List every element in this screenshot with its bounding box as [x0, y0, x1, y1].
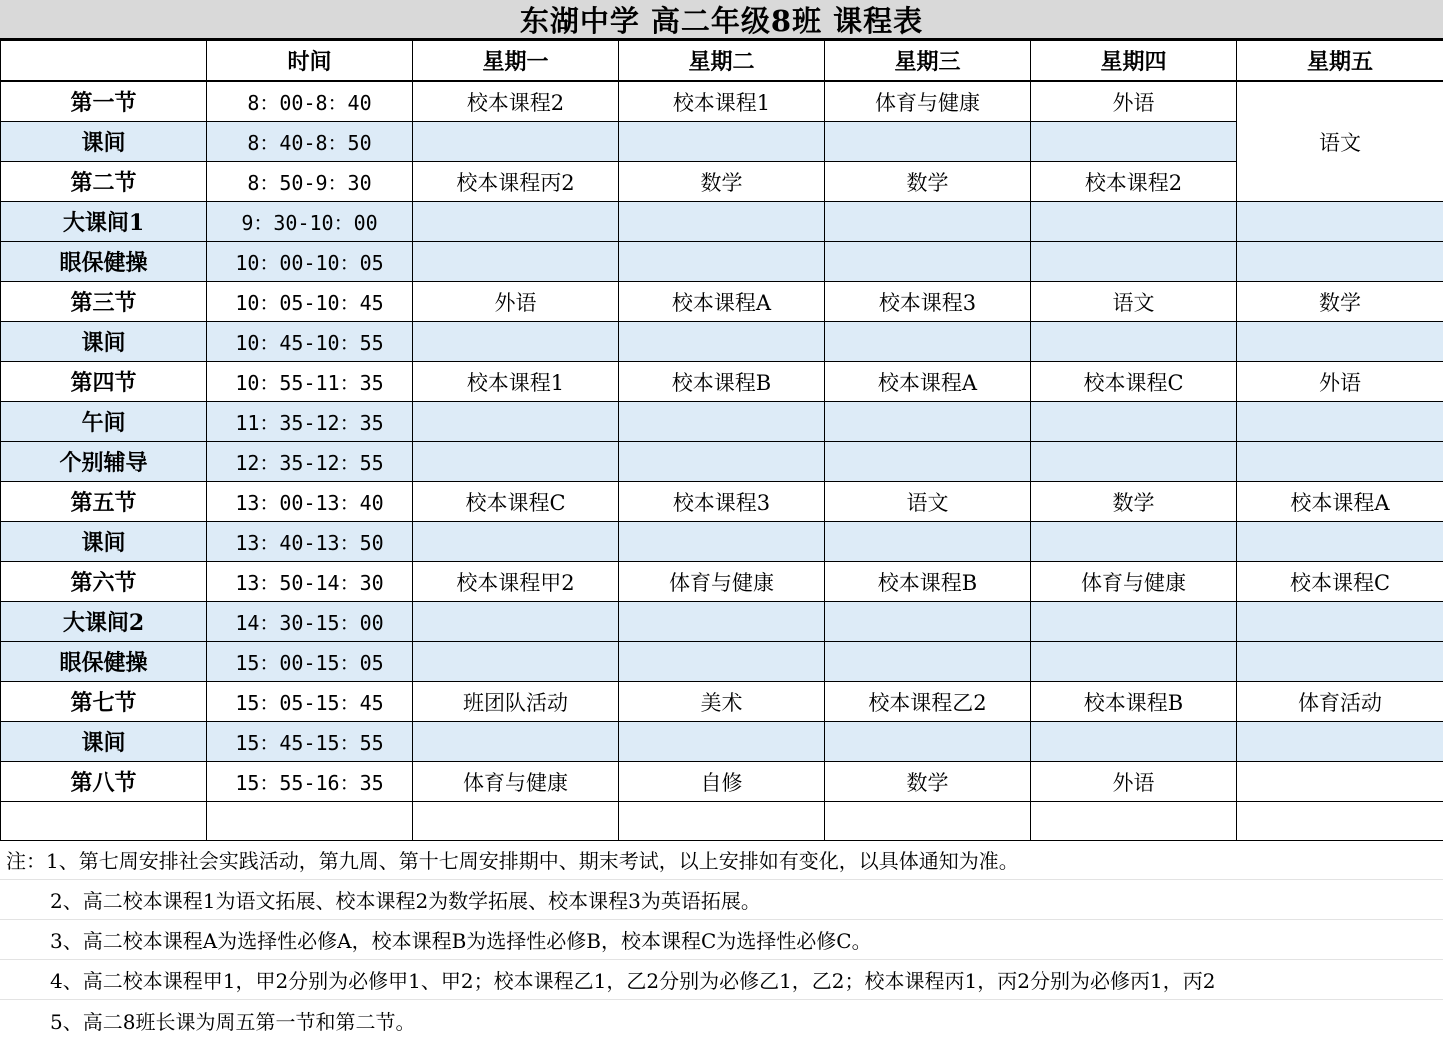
monday-cell: [413, 522, 619, 562]
thursday-cell: 体育与健康: [1031, 562, 1237, 602]
period-cell: 午间: [1, 402, 207, 442]
monday-cell: [413, 322, 619, 362]
empty-cell: [1031, 802, 1237, 841]
tuesday-cell: 体育与健康: [619, 562, 825, 602]
period-cell: 第三节: [1, 282, 207, 322]
note-line: 5、高二8班长课为周五第一节和第二节。: [50, 1009, 416, 1034]
tuesday-cell: 美术: [619, 682, 825, 722]
friday-cell: [1237, 242, 1443, 282]
table-row: [1, 762, 1443, 802]
time-cell: 11：35-12：35: [207, 402, 413, 442]
friday-cell: [1237, 202, 1443, 242]
time-cell: 13：50-14：30: [207, 562, 413, 602]
header-friday: 星期五: [1237, 41, 1443, 82]
time-cell: 10：05-10：45: [207, 282, 413, 322]
table-row: [1, 162, 1443, 202]
monday-cell: 体育与健康: [413, 762, 619, 802]
wednesday-cell: [825, 322, 1031, 362]
thursday-cell: 校本课程2: [1031, 162, 1237, 202]
table-row: [1, 81, 1443, 122]
monday-cell: 校本课程1: [413, 362, 619, 402]
tuesday-cell: 自修: [619, 762, 825, 802]
time-cell: 13：00-13：40: [207, 482, 413, 522]
thursday-cell: [1031, 722, 1237, 762]
thursday-cell: [1031, 122, 1237, 162]
note-line: 4、高二校本课程甲1，甲2分别为必修甲1、甲2；校本课程乙1，乙2分别为必修乙1，乙2；校本课程丙1，丙2分别为必修丙1，丙2: [0, 960, 1443, 1000]
wednesday-cell: [825, 722, 1031, 762]
thursday-cell: [1031, 402, 1237, 442]
wednesday-cell: [825, 242, 1031, 282]
monday-cell: [413, 602, 619, 642]
wednesday-cell: [825, 402, 1031, 442]
schedule-title: 东湖中学 高二年级8班 课程表: [0, 0, 1443, 40]
thursday-cell: 语文: [1031, 282, 1237, 322]
table-row: [1, 722, 1443, 762]
thursday-cell: 校本课程C: [1031, 362, 1237, 402]
tuesday-cell: [619, 522, 825, 562]
empty-cell: [619, 802, 825, 841]
table-row: [1, 362, 1443, 402]
note-line: 2、高二校本课程1为语文拓展、校本课程2为数学拓展、校本课程3为英语拓展。: [0, 880, 1443, 920]
period-cell: 个别辅导: [1, 442, 207, 482]
period-cell: 第八节: [1, 762, 207, 802]
period-cell: 眼保健操: [1, 642, 207, 682]
tuesday-cell: [619, 442, 825, 482]
monday-cell: 校本课程2: [413, 81, 619, 122]
empty-cell: [1237, 802, 1443, 841]
time-cell: 10：00-10：05: [207, 242, 413, 282]
monday-cell: 校本课程C: [413, 482, 619, 522]
tuesday-cell: 校本课程1: [619, 81, 825, 122]
thursday-cell: [1031, 602, 1237, 642]
period-cell: 第七节: [1, 682, 207, 722]
tuesday-cell: 数学: [619, 162, 825, 202]
time-cell: 10：45-10：55: [207, 322, 413, 362]
monday-cell: [413, 442, 619, 482]
friday-cell: [1237, 762, 1443, 802]
tuesday-cell: [619, 202, 825, 242]
time-cell: 15：00-15：05: [207, 642, 413, 682]
tuesday-cell: [619, 722, 825, 762]
wednesday-cell: 语文: [825, 482, 1031, 522]
time-cell: 9：30-10：00: [207, 202, 413, 242]
friday-cell: 体育活动: [1237, 682, 1443, 722]
friday-cell: [1237, 442, 1443, 482]
period-cell: 第四节: [1, 362, 207, 402]
period-cell: 第二节: [1, 162, 207, 202]
header-monday: 星期一: [413, 41, 619, 82]
empty-cell: [207, 802, 413, 841]
monday-cell: [413, 202, 619, 242]
thursday-cell: 外语: [1031, 762, 1237, 802]
wednesday-cell: 数学: [825, 162, 1031, 202]
table-row: [1, 482, 1443, 522]
friday-cell: [1237, 402, 1443, 442]
monday-cell: [413, 402, 619, 442]
time-cell: 13：40-13：50: [207, 522, 413, 562]
time-cell: 8：40-8：50: [207, 122, 413, 162]
period-cell: 第六节: [1, 562, 207, 602]
table-row: [1, 522, 1443, 562]
monday-cell: 外语: [413, 282, 619, 322]
empty-cell: [1, 802, 207, 841]
wednesday-cell: 校本课程B: [825, 562, 1031, 602]
header-wednesday: 星期三: [825, 41, 1031, 82]
table-row: [1, 282, 1443, 322]
period-cell: 第一节: [1, 81, 207, 122]
time-cell: 10：55-11：35: [207, 362, 413, 402]
table-row: [1, 202, 1443, 242]
period-cell: 大课间2: [1, 602, 207, 642]
monday-cell: 校本课程丙2: [413, 162, 619, 202]
wednesday-cell: [825, 642, 1031, 682]
table-row: [1, 322, 1443, 362]
period-cell: 大课间1: [1, 202, 207, 242]
time-cell: 8：50-9：30: [207, 162, 413, 202]
table-row: [1, 602, 1443, 642]
table-row: [1, 562, 1443, 602]
friday-cell: 外语: [1237, 362, 1443, 402]
period-cell: 课间: [1, 722, 207, 762]
thursday-cell: [1031, 202, 1237, 242]
empty-row: [1, 802, 1443, 841]
monday-cell: [413, 642, 619, 682]
notes-section: [0, 840, 1443, 1040]
wednesday-cell: [825, 442, 1031, 482]
wednesday-cell: [825, 122, 1031, 162]
thursday-cell: [1031, 522, 1237, 562]
period-cell: 课间: [1, 522, 207, 562]
friday-cell: [1237, 322, 1443, 362]
wednesday-cell: 校本课程3: [825, 282, 1031, 322]
empty-cell: [413, 802, 619, 841]
tuesday-cell: 校本课程B: [619, 362, 825, 402]
period-cell: 课间: [1, 122, 207, 162]
period-cell: 眼保健操: [1, 242, 207, 282]
tuesday-cell: 校本课程3: [619, 482, 825, 522]
time-cell: 15：55-16：35: [207, 762, 413, 802]
wednesday-cell: [825, 202, 1031, 242]
friday-cell: [1237, 722, 1443, 762]
header-corner: [1, 41, 207, 82]
monday-cell: [413, 722, 619, 762]
thursday-cell: 校本课程B: [1031, 682, 1237, 722]
monday-cell: [413, 242, 619, 282]
table-row: [1, 402, 1443, 442]
note-line: 注：1、第七周安排社会实践活动，第九周、第十七周安排期中、期末考试，以上安排如有变化，以具体通知为准。: [0, 840, 1443, 880]
tuesday-cell: [619, 322, 825, 362]
time-cell: 14：30-15：00: [207, 602, 413, 642]
header-tuesday: 星期二: [619, 41, 825, 82]
friday-cell: 校本课程A: [1237, 482, 1443, 522]
tuesday-cell: [619, 122, 825, 162]
period-cell: 课间: [1, 322, 207, 362]
table-row: [1, 122, 1443, 162]
time-cell: 12：35-12：55: [207, 442, 413, 482]
friday-cell: 校本课程C: [1237, 562, 1443, 602]
tuesday-cell: [619, 242, 825, 282]
wednesday-cell: 体育与健康: [825, 81, 1031, 122]
friday-cell: [1237, 522, 1443, 562]
table-row: [1, 242, 1443, 282]
header-time: 时间: [207, 41, 413, 82]
monday-cell: 校本课程甲2: [413, 562, 619, 602]
thursday-cell: [1031, 322, 1237, 362]
friday-cell: [1237, 642, 1443, 682]
table-row: [1, 682, 1443, 722]
thursday-cell: [1031, 242, 1237, 282]
tuesday-cell: 校本课程A: [619, 282, 825, 322]
wednesday-cell: [825, 602, 1031, 642]
wednesday-cell: [825, 522, 1031, 562]
time-cell: 8：00-8：40: [207, 81, 413, 122]
header-row: [1, 41, 1443, 82]
wednesday-cell: 数学: [825, 762, 1031, 802]
friday-cell: [1237, 602, 1443, 642]
thursday-cell: 外语: [1031, 81, 1237, 122]
period-cell: 第五节: [1, 482, 207, 522]
thursday-cell: [1031, 642, 1237, 682]
time-cell: 15：05-15：45: [207, 682, 413, 722]
schedule-table: [0, 40, 1443, 841]
table-row: [1, 642, 1443, 682]
time-cell: 15：45-15：55: [207, 722, 413, 762]
tuesday-cell: [619, 642, 825, 682]
wednesday-cell: 校本课程A: [825, 362, 1031, 402]
friday-cell: 数学: [1237, 282, 1443, 322]
friday-merged-cell: 语文: [1237, 81, 1443, 202]
table-row: [1, 442, 1443, 482]
monday-cell: 班团队活动: [413, 682, 619, 722]
tuesday-cell: [619, 402, 825, 442]
monday-cell: [413, 122, 619, 162]
thursday-cell: 数学: [1031, 482, 1237, 522]
empty-cell: [825, 802, 1031, 841]
wednesday-cell: 校本课程乙2: [825, 682, 1031, 722]
note-line: 3、高二校本课程A为选择性必修A，校本课程B为选择性必修B，校本课程C为选择性必修C。: [0, 920, 1443, 960]
thursday-cell: [1031, 442, 1237, 482]
tuesday-cell: [619, 602, 825, 642]
header-thursday: 星期四: [1031, 41, 1237, 82]
